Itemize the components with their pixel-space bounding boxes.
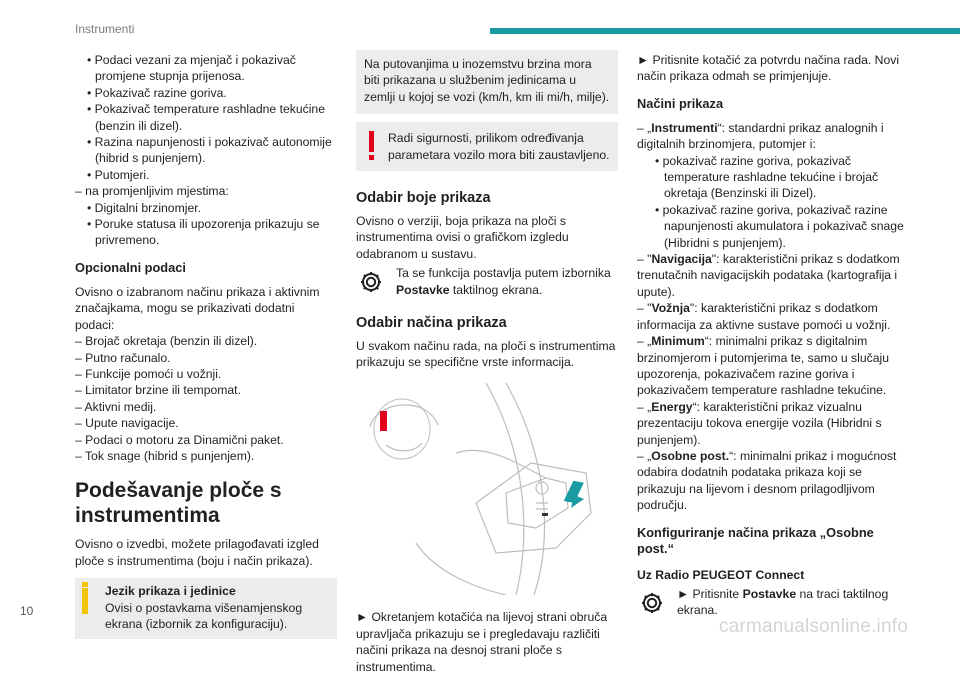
color-gear-note: Ta se funkcija postavlja putem izbornika Postavke taktilnog ekrana. [356, 265, 618, 298]
column-middle [356, 50, 618, 675]
color-heading: Odabir boje prikaza [356, 190, 491, 207]
list-item: – na promjenljivim mjestima: [75, 184, 229, 199]
wheel-instruction: ► Okretanjem kotačića na lijevoj strani obruča upravljača prikazuju se i pregledavaju različiti načini prikaza na desnoj strani ploče s instrumentima. [356, 610, 608, 674]
list-item: – Limitator brzine ili tempomat. [75, 383, 241, 398]
list-item: • pokazivač razine goriva, pokazivač razine napunjenosti akumulatora i pokazivač snage (Hibridni s punjenjem). [655, 202, 904, 250]
mode-voznja: – "Vožnja": karakteristični prikaz s dodatkom informacija za aktivne sustave pomoći u vožnji. [637, 301, 891, 332]
list-item: – Upute navigacije. [75, 416, 179, 431]
list-item: – Putno računalo. [75, 350, 171, 365]
list-item: – Funkcije pomoći u vožnji. [75, 366, 222, 381]
info-title: Jezik prikaza i jedinice [105, 584, 236, 599]
radio-heading: Uz Radio PEUGEOT Connect [637, 567, 805, 582]
info-icon [82, 582, 88, 587]
list-item: • pokazivač razine goriva, pokazivač temperature rashladne tekućine i brojač okretaja (Benzinski ili Dizel). [655, 153, 879, 201]
list-item: – Brojač okretaja (benzin ili dizel). [75, 334, 258, 349]
confirm-instruction: ► Pritisnite kotačić za potvrdu načina rada. Novi način prikaza odmah se primjenjuje. [637, 53, 900, 84]
mode-heading: Odabir načina prikaza [356, 315, 507, 332]
list-item: • Digitalni brzinomjer. [87, 200, 201, 215]
header-accent-bar [490, 28, 960, 34]
warning-icon [369, 131, 374, 152]
wheel-control-marker [380, 411, 387, 431]
gear-icon [356, 267, 386, 297]
list-item: – Podaci o motoru za Dinamični paket. [75, 432, 284, 447]
gear-icon [637, 588, 667, 618]
section-title: Podešavanje ploče s instrumentima [75, 479, 282, 528]
radio-gear-note: ► Pritisnite Postavke na traci taktilnog ekrana. [637, 586, 907, 619]
note-box [356, 50, 618, 114]
optional-data-heading: Opcionalni podaci [75, 259, 186, 275]
optional-data-intro: Ovisno o izabranom načinu prikaza i aktivnim značajkama, mogu se prikazivati dodatni podaci: [75, 284, 320, 332]
modes-heading: Načini prikaza [637, 95, 724, 111]
mode-minimum: – „Minimum“: minimalni prikaz s digitalnim brzinomjerom i putomjerima te, samo u slučaju upozorenja, pokazivačem razine goriva i pokazivačem temperature rashladne tekućine. [637, 334, 889, 398]
info-box [75, 578, 337, 639]
warning-box [356, 122, 618, 171]
warning-text: Radi sigurnosti, prilikom određivanja parametara vozilo mora biti zaustavljeno. [388, 131, 610, 162]
mode-osobne-post: – „Osobne post.“: minimalni prikaz i mogućnost odabira dodatnih podataka prikaza koji se prikazuju na lijevom i desnom prilagodljivom području. [637, 448, 897, 513]
mode-text: U svakom načinu rada, na ploči s instrumentima prikazuju se specifične vrste informacija. [356, 339, 616, 370]
mode-energy: – „Energy“: karakteristični prikaz vizualnu prezentaciju tokova energije vozila (Hibridni s punjenjem). [637, 399, 882, 447]
mode-navigacija: – "Navigacija": karakteristični prikaz s dodatkom trenutačnih navigacijskih podataka (kartografija i upute). [637, 252, 900, 299]
page-number: 10 [20, 604, 34, 618]
steering-wheel-illustration [356, 383, 618, 595]
watermark: carmanualsonline.info [718, 616, 908, 637]
list-item: • Putomjeri. [87, 167, 150, 182]
list-item: – Aktivni medij. [75, 399, 157, 414]
list-item: • Podaci vezani za mjenjač i pokazivač promjene stupnja prijenosa. [87, 53, 296, 84]
section-intro: Ovisno o izvedbi, možete prilagođavati izgled ploče s instrumentima (boju i način prikaza). [75, 537, 319, 568]
column-right [637, 52, 907, 621]
column-left [75, 52, 337, 639]
note-text: Na putovanjima u inozemstvu brzina mora biti prikazana u službenim jedinicama u zemlji u kojoj se vozi (km/h, km ili mi/h, milje). [364, 57, 610, 104]
list-item: – Tok snage (hibrid s punjenjem). [75, 448, 255, 463]
list-item: • Razina napunjenosti i pokazivač autonomije (hibrid s punjenjem). [87, 135, 332, 166]
mode-instrumenti: – „Instrumenti“: standardni prikaz analognih i digitalnih brzinomjera, putomjer i: [637, 120, 884, 152]
list-item: • Pokazivač temperature rashladne tekućine (benzin ili dizel). [87, 102, 325, 133]
color-text: Ovisno o verziji, boja prikaza na ploči s instrumentima ovisi o grafičkom izgledu odabranom u sustavu. [356, 214, 569, 261]
config-heading: Konfiguriranje načina prikaza „Osobne post.“ [637, 524, 874, 556]
list-item: • Pokazivač razine goriva. [87, 85, 227, 100]
header-title: Instrumenti [75, 22, 135, 36]
list-item: • Poruke statusa ili upozorenja prikazuju se privremeno. [87, 217, 320, 248]
info-text: Ovisi o postavkama višenamjenskog ekrana (izbornik za konfiguraciju). [105, 600, 303, 631]
